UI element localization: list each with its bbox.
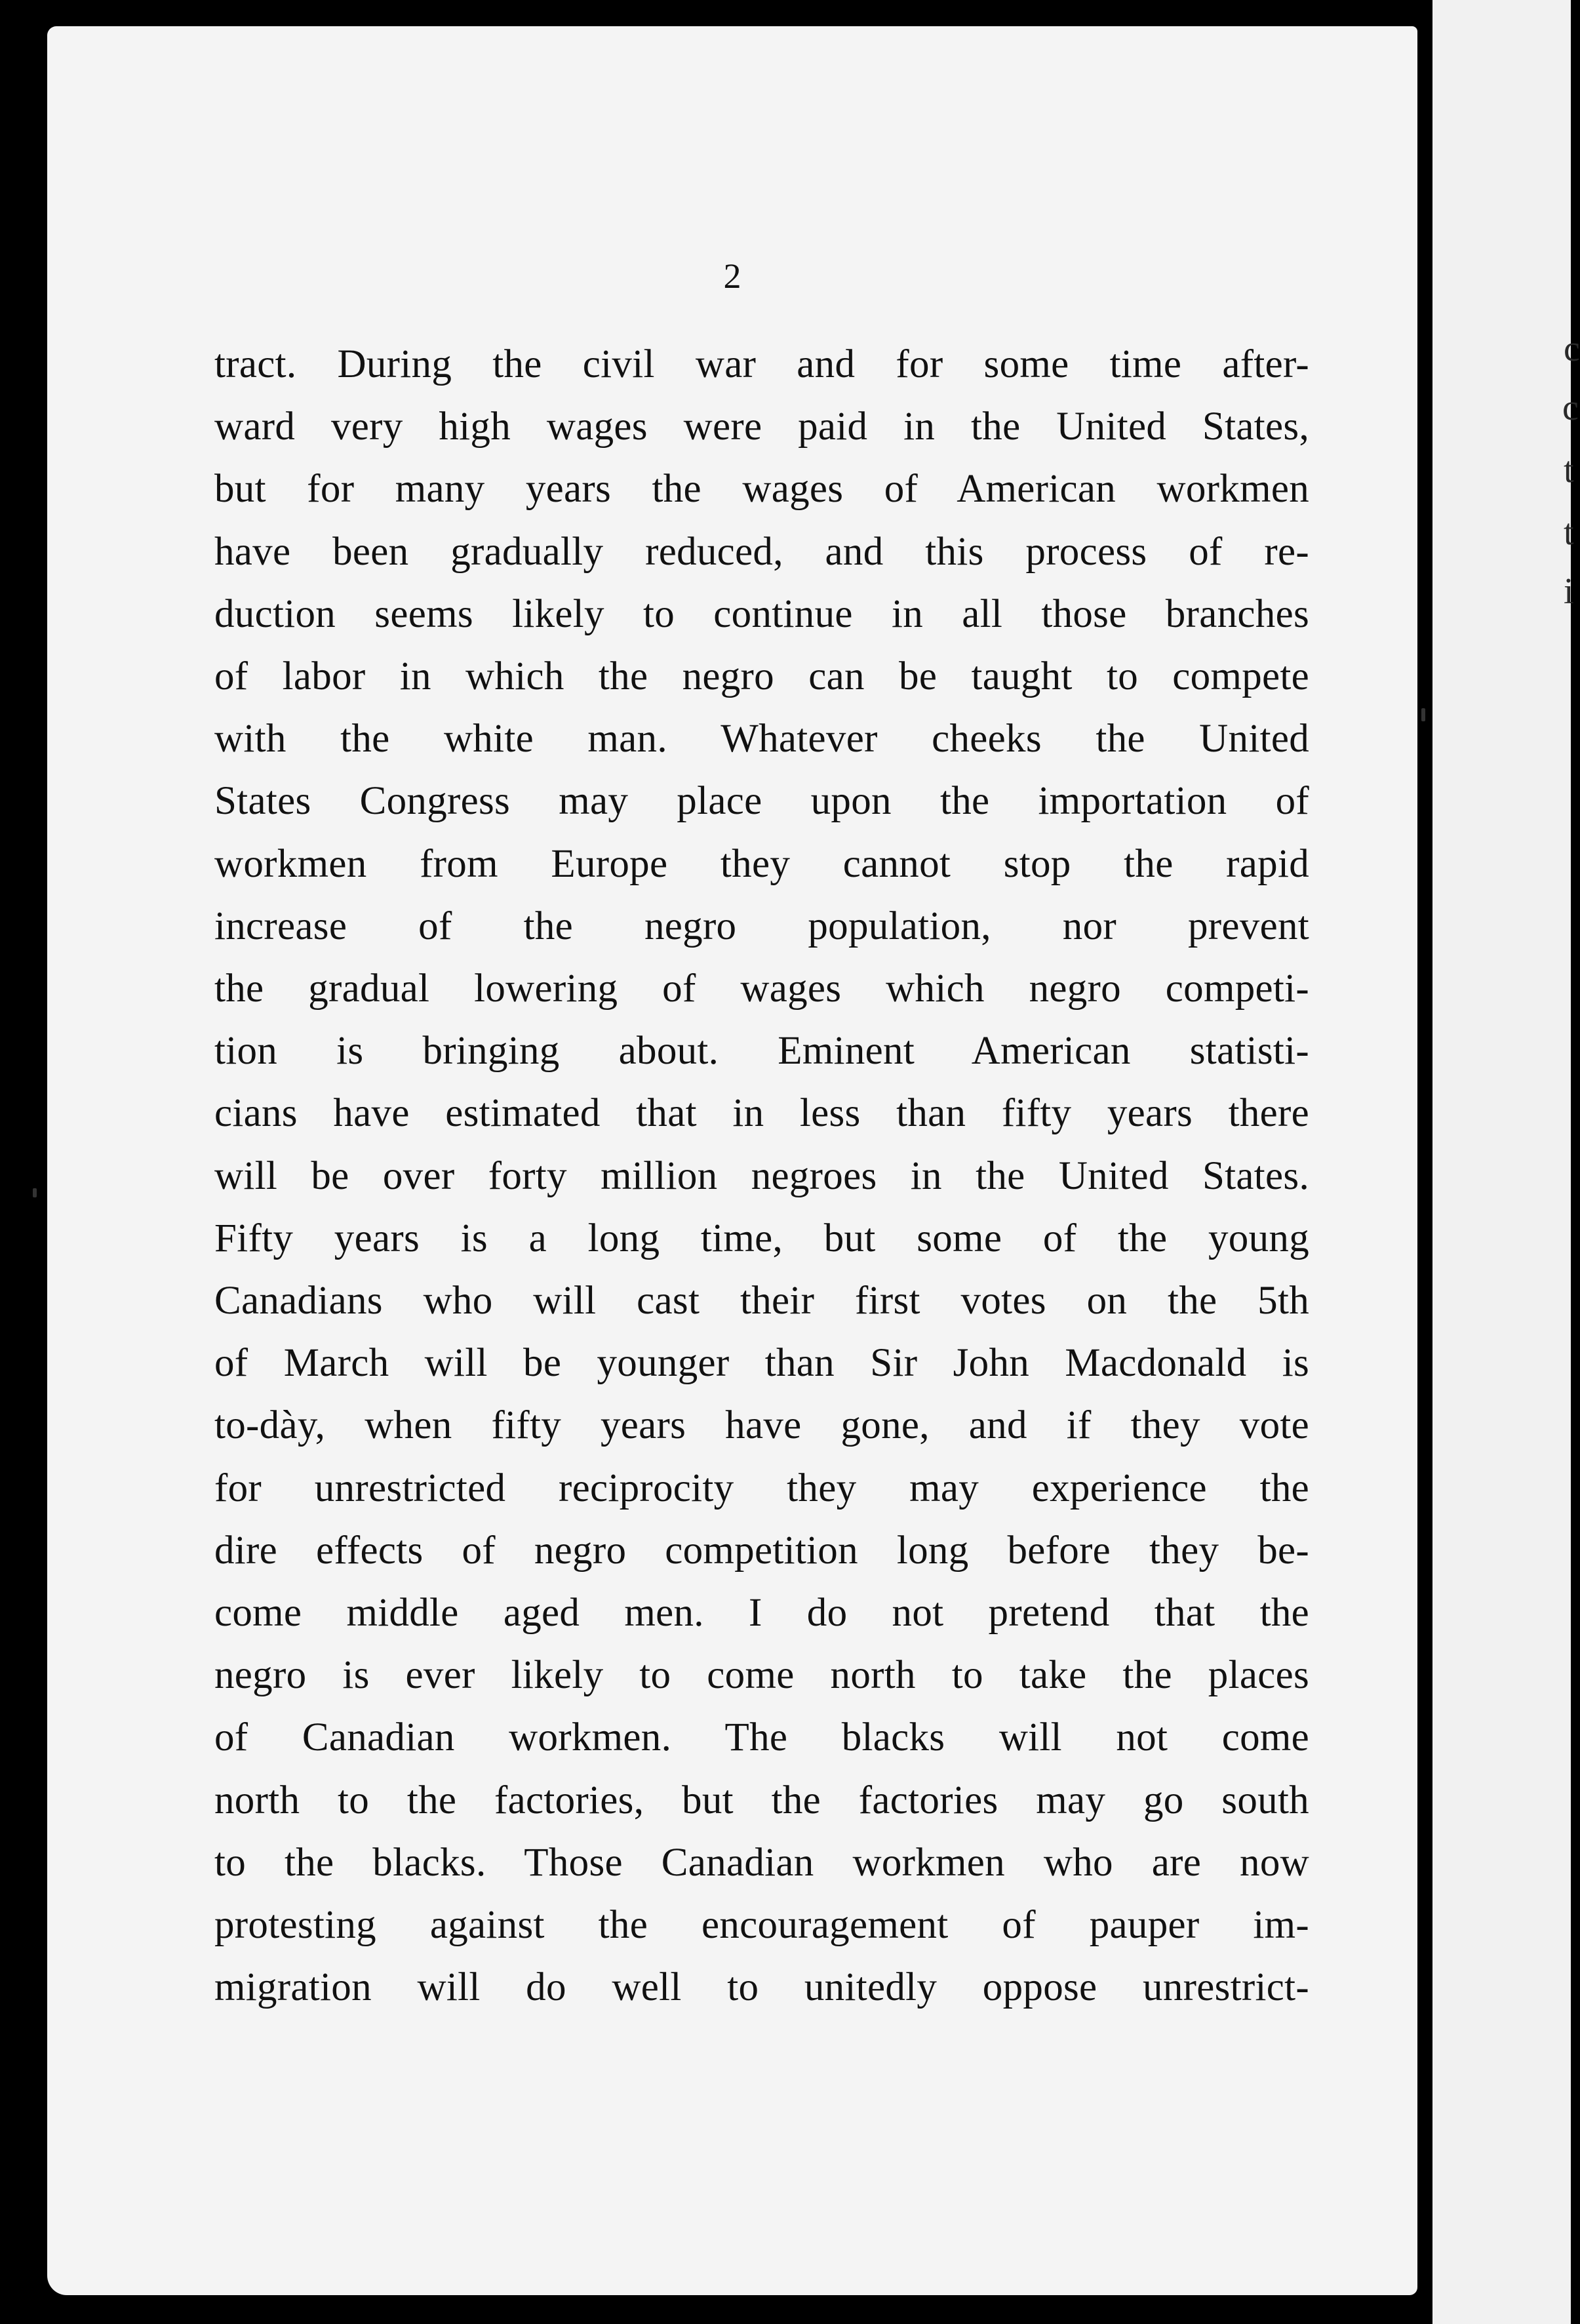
- text-line: cians have estimated that in less than fifty years there: [214, 1091, 1309, 1136]
- text-line: of Canadian workmen. The blacks will not come: [214, 1715, 1309, 1760]
- text-line: increase of the negro population, nor prevent: [214, 904, 1309, 948]
- text-line: come middle aged men. I do not pretend that the: [214, 1591, 1309, 1635]
- text-line: protesting against the encouragement of pauper im-: [214, 1903, 1309, 1948]
- text-line: tion is bringing about. Eminent American statisti-: [214, 1029, 1309, 1073]
- facing-page-letter: i: [1564, 571, 1574, 612]
- facing-page-letter: c: [1562, 388, 1579, 428]
- facing-page-edge: [1432, 0, 1580, 2324]
- body-text: [214, 333, 1309, 2018]
- text-line: Fifty years is a long time, but some of the young: [214, 1216, 1309, 1260]
- document-page: [47, 26, 1417, 2295]
- text-line: States Congress may place upon the importation of: [214, 779, 1309, 824]
- page-number: 2: [723, 256, 741, 296]
- scan-artifact: [1421, 708, 1425, 721]
- text-line: of labor in which the negro can be taught to compete: [214, 654, 1309, 699]
- text-line: to the blacks. Those Canadian workmen who are now: [214, 1840, 1309, 1885]
- text-line: have been gradually reduced, and this process of re-: [214, 529, 1309, 574]
- text-line: to-dày, when fifty years have gone, and if they vote: [214, 1403, 1309, 1448]
- text-line: the gradual lowering of wages which negro competi-: [214, 967, 1309, 1011]
- facing-page-letter: c: [1564, 329, 1580, 369]
- text-line: of March will be younger than Sir John Macdonald is: [214, 1341, 1309, 1386]
- text-line: duction seems likely to continue in all those branches: [214, 591, 1309, 636]
- text-line: migration will do well to unitedly oppose unrestrict-: [214, 1965, 1309, 2010]
- text-line: workmen from Europe they cannot stop the rapid: [214, 841, 1309, 886]
- text-line: but for many years the wages of American workmen: [214, 467, 1309, 511]
- text-line: with the white man. Whatever cheeks the United: [214, 717, 1309, 761]
- text-line: negro is ever likely to come north to take the places: [214, 1653, 1309, 1698]
- text-line: for unrestricted reciprocity they may experience the: [214, 1466, 1309, 1510]
- text-line: ward very high wages were paid in the United States,: [214, 405, 1309, 449]
- page-gutter: [1417, 0, 1432, 2324]
- text-line: tract. During the civil war and for some time after-: [214, 342, 1309, 386]
- text-line: will be over forty million negroes in the United States.: [214, 1153, 1309, 1198]
- facing-page-letter: t: [1564, 450, 1574, 491]
- text-line: dire effects of negro competition long before they be-: [214, 1528, 1309, 1573]
- facing-page-letter: t: [1564, 512, 1574, 553]
- text-line: Canadians who will cast their first votes on the 5th: [214, 1279, 1309, 1323]
- scan-artifact: [33, 1188, 37, 1197]
- text-line: north to the factories, but the factories may go south: [214, 1778, 1309, 1822]
